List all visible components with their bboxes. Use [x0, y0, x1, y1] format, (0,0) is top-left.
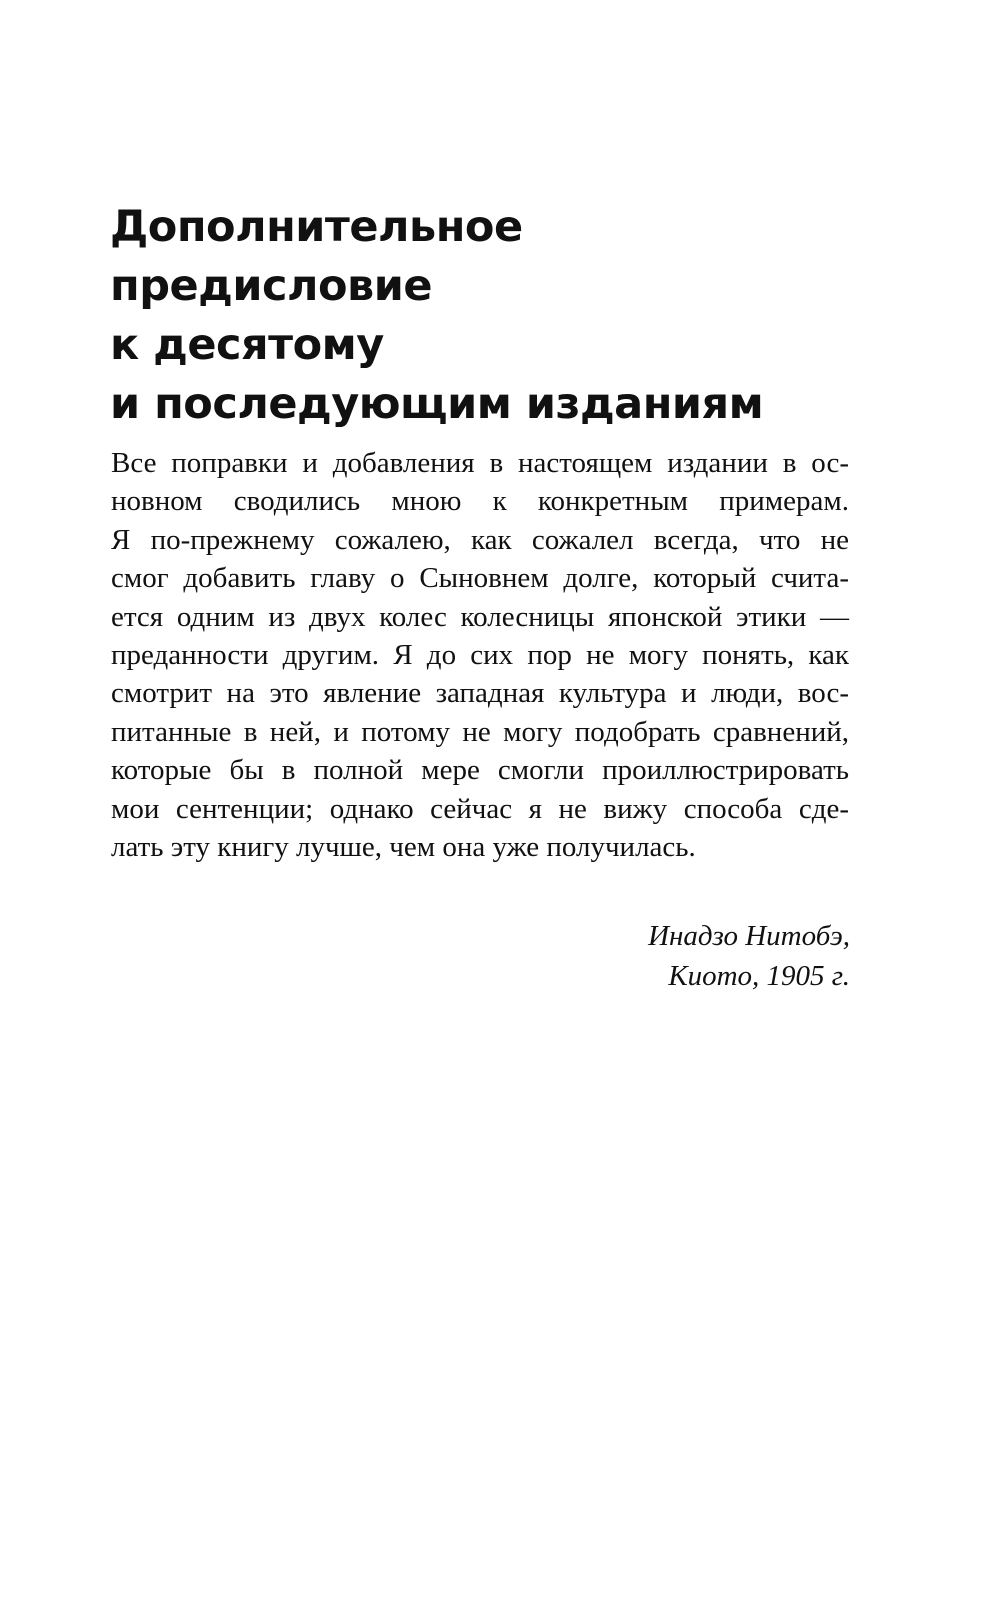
paragraph-line: Все поправки и добавления в настоящем издании в ос-	[111, 447, 849, 479]
chapter-title	[110, 198, 890, 434]
signature-block	[648, 916, 850, 996]
chapter-title-line: предисловие	[110, 261, 433, 311]
paragraph-line: мои сентенции; однако сейчас я не вижу способа сде-	[111, 792, 849, 825]
paragraph-line: которые бы в полной мере смогли проиллюстрировать	[111, 754, 849, 787]
signature-author: Инадзо Нитобэ,	[648, 920, 850, 952]
paragraph-line: питанные в ней, и потому не могу подобрать сравнений,	[111, 715, 849, 748]
paragraph-line: новном сводились мною к конкретным примерам.	[111, 485, 849, 518]
signature-place-date: Киото, 1905 г.	[668, 960, 850, 992]
paragraph-line: Я по-прежнему сожалею, как сожалел всегда, что не	[111, 523, 849, 556]
chapter-title-line: и последующим изданиям	[110, 379, 764, 429]
paragraph-line: преданности другим. Я до сих пор не могу понять, как	[111, 639, 849, 672]
paragraph-line: смог добавить главу о Сыновнем долге, который счита-	[111, 562, 849, 595]
chapter-title-line: к десятому	[110, 320, 384, 370]
preface-paragraph	[111, 444, 849, 866]
paragraph-line: смотрит на это явление западная культура и люди, вос-	[111, 677, 849, 710]
chapter-title-line: Дополнительное	[110, 202, 523, 252]
paragraph-line: лать эту книгу лучше, чем она уже получилась.	[111, 831, 696, 864]
paragraph-line: ется одним из двух колес колесницы японской этики —	[111, 600, 849, 633]
